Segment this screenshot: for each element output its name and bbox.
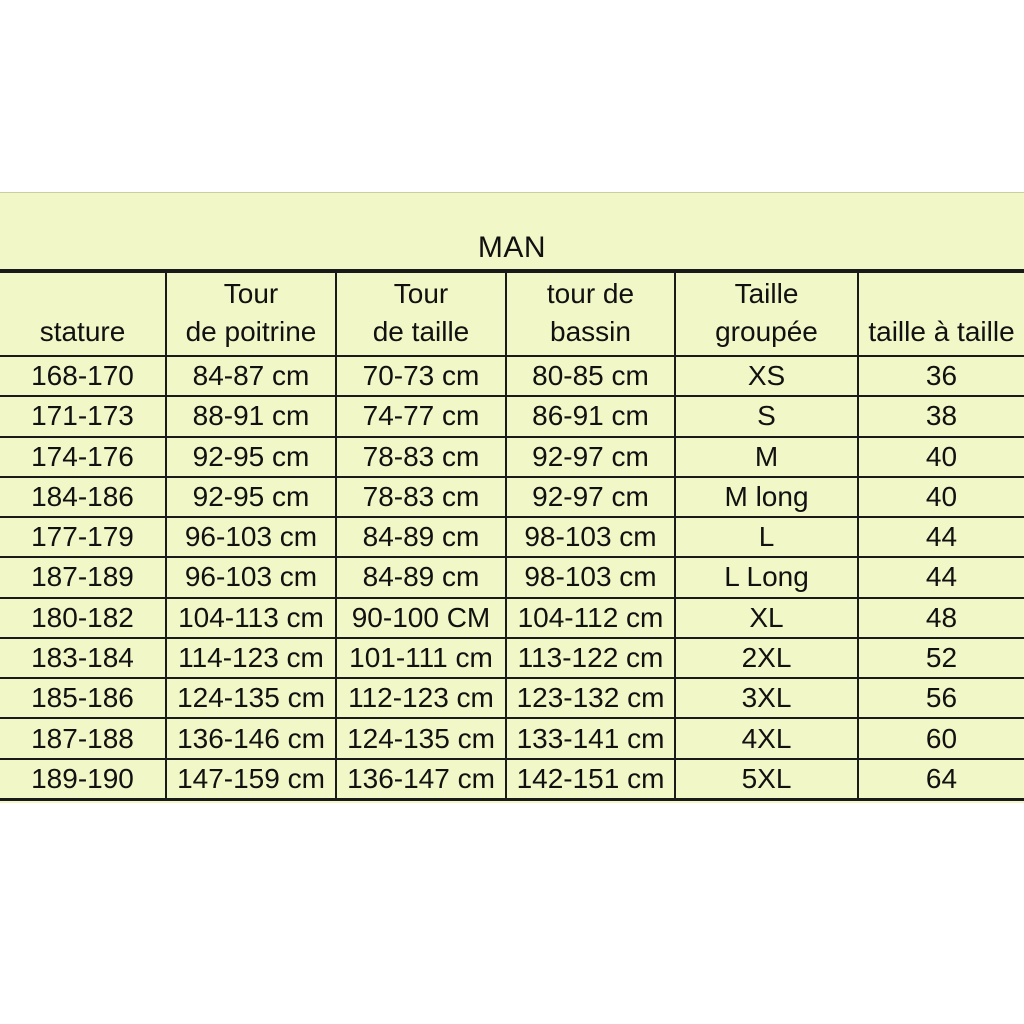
chest-cell: 96-103 cm (166, 517, 336, 557)
group-size-cell: M (675, 437, 858, 477)
waist-cell: 70-73 cm (336, 356, 506, 396)
header-group-size: Taille groupée (675, 272, 858, 356)
table-row (0, 598, 1024, 638)
waist-cell: 136-147 cm (336, 759, 506, 800)
stature-cell: 187-189 (0, 557, 166, 597)
group-size-cell: L Long (675, 557, 858, 597)
table-row (0, 396, 1024, 436)
hip-cell: 123-132 cm (506, 678, 675, 718)
chest-cell: 136-146 cm (166, 718, 336, 758)
size-cell: 40 (858, 437, 1024, 477)
waist-cell: 78-83 cm (336, 437, 506, 477)
table-row (0, 638, 1024, 678)
size-cell: 56 (858, 678, 1024, 718)
table-body (0, 356, 1024, 800)
size-cell: 38 (858, 396, 1024, 436)
stature-cell: 180-182 (0, 598, 166, 638)
table-row (0, 557, 1024, 597)
chart-title: MAN (477, 231, 547, 264)
header-chest: Tour de poitrine (166, 272, 336, 356)
size-table (0, 271, 1024, 801)
hip-cell: 113-122 cm (506, 638, 675, 678)
chest-cell: 124-135 cm (166, 678, 336, 718)
chest-cell: 84-87 cm (166, 356, 336, 396)
chest-cell: 96-103 cm (166, 557, 336, 597)
chart-title-row (0, 193, 1024, 271)
size-chart (0, 192, 1024, 803)
table-row (0, 678, 1024, 718)
size-cell: 52 (858, 638, 1024, 678)
waist-cell: 78-83 cm (336, 477, 506, 517)
group-size-cell: 2XL (675, 638, 858, 678)
chest-cell: 92-95 cm (166, 477, 336, 517)
size-cell: 64 (858, 759, 1024, 800)
chest-cell: 104-113 cm (166, 598, 336, 638)
table-row (0, 517, 1024, 557)
header-waist: Tour de taille (336, 272, 506, 356)
size-cell: 48 (858, 598, 1024, 638)
table-row (0, 356, 1024, 396)
table-row (0, 718, 1024, 758)
size-cell: 60 (858, 718, 1024, 758)
stature-cell: 184-186 (0, 477, 166, 517)
group-size-cell: 4XL (675, 718, 858, 758)
stature-cell: 171-173 (0, 396, 166, 436)
size-cell: 40 (858, 477, 1024, 517)
table-row (0, 759, 1024, 800)
group-size-cell: XS (675, 356, 858, 396)
stature-cell: 185-186 (0, 678, 166, 718)
table-row (0, 437, 1024, 477)
waist-cell: 90-100 CM (336, 598, 506, 638)
group-size-cell: 3XL (675, 678, 858, 718)
chest-cell: 88-91 cm (166, 396, 336, 436)
waist-cell: 124-135 cm (336, 718, 506, 758)
group-size-cell: 5XL (675, 759, 858, 800)
hip-cell: 133-141 cm (506, 718, 675, 758)
hip-cell: 86-91 cm (506, 396, 675, 436)
header-hip: tour de bassin (506, 272, 675, 356)
hip-cell: 142-151 cm (506, 759, 675, 800)
size-cell: 44 (858, 557, 1024, 597)
hip-cell: 80-85 cm (506, 356, 675, 396)
hip-cell: 98-103 cm (506, 557, 675, 597)
group-size-cell: S (675, 396, 858, 436)
hip-cell: 92-97 cm (506, 437, 675, 477)
header-stature: stature (0, 272, 166, 356)
waist-cell: 101-111 cm (336, 638, 506, 678)
header-row (0, 272, 1024, 356)
size-cell: 44 (858, 517, 1024, 557)
group-size-cell: XL (675, 598, 858, 638)
chest-cell: 147-159 cm (166, 759, 336, 800)
waist-cell: 84-89 cm (336, 517, 506, 557)
table-row (0, 477, 1024, 517)
waist-cell: 112-123 cm (336, 678, 506, 718)
header-size: taille à taille (858, 272, 1024, 356)
group-size-cell: M long (675, 477, 858, 517)
stature-cell: 187-188 (0, 718, 166, 758)
group-size-cell: L (675, 517, 858, 557)
hip-cell: 92-97 cm (506, 477, 675, 517)
stature-cell: 174-176 (0, 437, 166, 477)
stature-cell: 168-170 (0, 356, 166, 396)
hip-cell: 98-103 cm (506, 517, 675, 557)
chest-cell: 114-123 cm (166, 638, 336, 678)
stature-cell: 177-179 (0, 517, 166, 557)
stature-cell: 183-184 (0, 638, 166, 678)
waist-cell: 74-77 cm (336, 396, 506, 436)
stature-cell: 189-190 (0, 759, 166, 800)
chest-cell: 92-95 cm (166, 437, 336, 477)
hip-cell: 104-112 cm (506, 598, 675, 638)
waist-cell: 84-89 cm (336, 557, 506, 597)
size-cell: 36 (858, 356, 1024, 396)
